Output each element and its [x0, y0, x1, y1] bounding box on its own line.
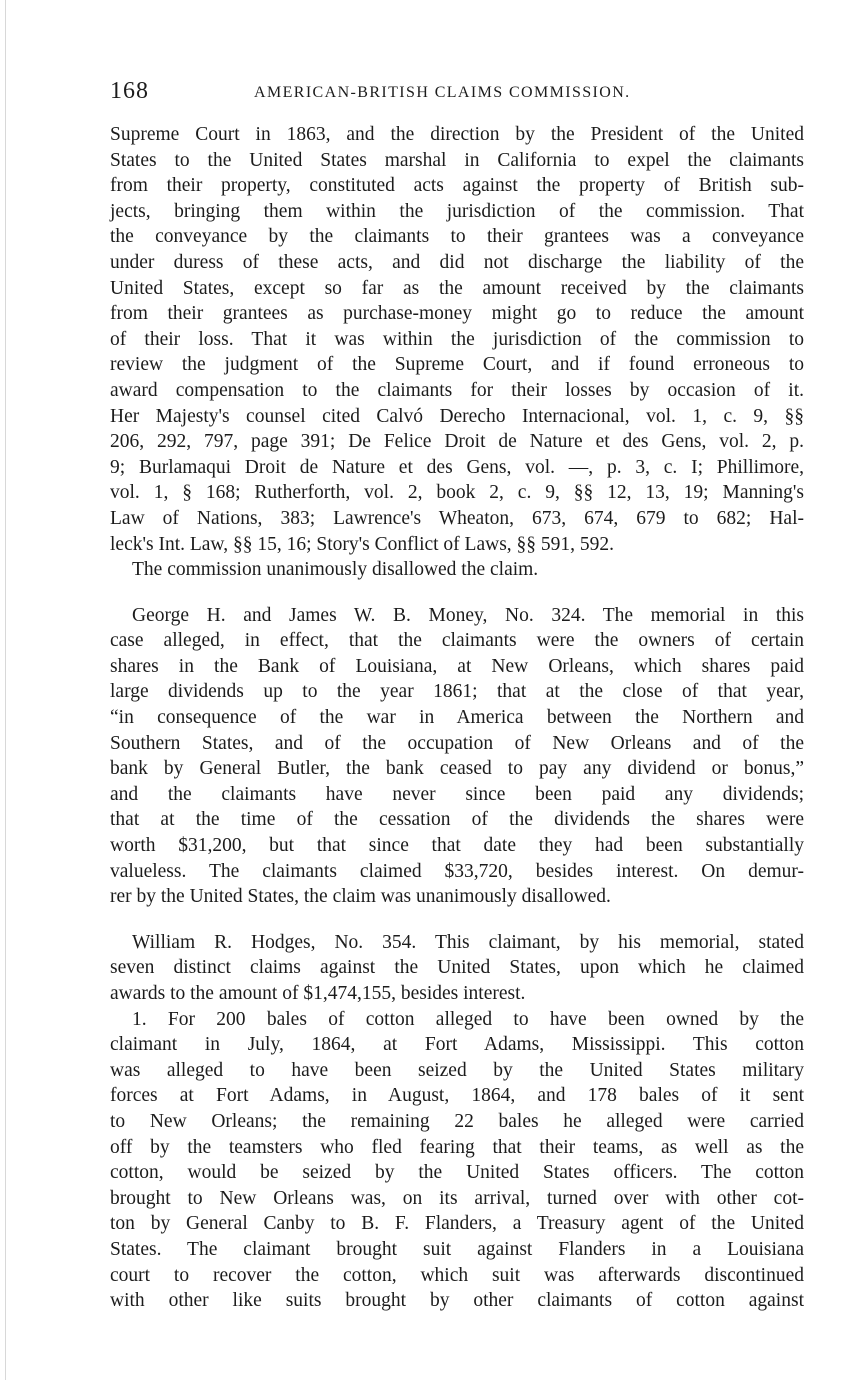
text-line: rer by the United States, the claim was unanimously disallowed.	[110, 886, 611, 908]
text-line: Law of Nations, 383; Lawrence's Wheaton, 673, 674, 679 to 682; Hal-	[110, 507, 804, 529]
text-line: seven distinct claims against the United States, upon which he claimed	[110, 957, 804, 979]
text-line: 9; Burlamaqui Droit de Nature et des Gens, vol. —, p. 3, c. I; Phillimore,	[110, 456, 804, 478]
text-line: brought to New Orleans was, on its arrival, turned over with other cot-	[110, 1187, 804, 1209]
text-line: Her Majesty's counsel cited Calvó Derecho Internacional, vol. 1, c. 9, §§	[110, 405, 804, 427]
text-line: 1. For 200 bales of cotton alleged to have been owned by the	[132, 1008, 804, 1030]
text-line: from their property, constituted acts against the property of British sub-	[110, 175, 804, 197]
text-line: bank by General Butler, the bank ceased to pay any dividend or bonus,”	[110, 758, 804, 780]
text-line: worth $31,200, but that since that date they had been substantially	[110, 835, 804, 857]
text-line: valueless. The claimants claimed $33,720, besides interest. On demur-	[110, 860, 804, 882]
paragraph-money-case	[110, 603, 804, 910]
text-line: under duress of these acts, and did not discharge the liability of the	[110, 251, 804, 273]
text-line: Southern States, and of the occupation of New Orleans and of the	[110, 732, 804, 754]
text-line: “in consequence of the war in America between the Northern and	[110, 707, 804, 729]
text-line: and the claimants have never since been paid any dividends;	[110, 783, 804, 805]
page-number: 168	[110, 78, 149, 104]
running-head	[110, 78, 730, 108]
text-line: from their grantees as purchase-money might go to reduce the amount	[110, 303, 804, 325]
text-line: with other like suits brought by other claimants of cotton against	[110, 1290, 804, 1312]
text-line: Supreme Court in 1863, and the direction by the President of the United	[110, 124, 804, 145]
paragraph-hodges-case	[110, 930, 804, 1007]
text-line: review the judgment of the Supreme Court, and if found erroneous to	[110, 354, 804, 376]
paragraph-continuation	[110, 122, 804, 557]
text-line: large dividends up to the year 1861; that at the close of that year,	[110, 681, 804, 703]
text-line: States. The claimant brought suit against Flanders in a Louisiana	[110, 1238, 804, 1260]
text-line: United States, except so far as the amount received by the claimants	[110, 277, 804, 299]
text-line: States to the United States marshal in California to expel the claimants	[110, 149, 804, 171]
text-line: award compensation to the claimants for their losses by occasion of it.	[110, 379, 804, 401]
text-line: case alleged, in effect, that the claimants were the owners of certain	[110, 630, 804, 652]
text-line: off by the teamsters who fled fearing that their teams, as well as the	[110, 1136, 804, 1158]
paragraph-claim-1	[110, 1007, 804, 1314]
text-line: claimant in July, 1864, at Fort Adams, Mississippi. This cotton	[110, 1034, 804, 1056]
text-line: of their loss. That it was within the jurisdiction of the commission to	[110, 328, 804, 350]
text-line: cotton, would be seized by the United States officers. The cotton	[110, 1162, 804, 1184]
running-title: AMERICAN-BRITISH CLAIMS COMMISSION.	[254, 84, 631, 101]
text-line: vol. 1, § 168; Rutherforth, vol. 2, book 2, c. 9, §§ 12, 13, 19; Manning's	[110, 482, 804, 504]
text-line: the conveyance by the claimants to their grantees was a conveyance	[110, 226, 804, 248]
paragraph-ruling	[110, 557, 804, 583]
text-line: court to recover the cotton, which suit was afterwards discontinued	[110, 1264, 804, 1286]
text-line: George H. and James W. B. Money, No. 324. The memorial in this	[132, 604, 804, 626]
text-line: leck's Int. Law, §§ 15, 16; Story's Conflict of Laws, §§ 591, 592.	[110, 533, 615, 555]
text-line: to New Orleans; the remaining 22 bales he alleged were carried	[110, 1110, 804, 1132]
text-line: awards to the amount of $1,474,155, besides interest.	[110, 983, 526, 1004]
text-line: forces at Fort Adams, in August, 1864, and 178 bales of it sent	[110, 1085, 804, 1107]
text-line: William R. Hodges, No. 354. This claimant, by his memorial, stated	[132, 931, 804, 953]
text-line: was alleged to have been seized by the United States military	[110, 1059, 804, 1081]
text-line: ton by General Canby to B. F. Flanders, a Treasury agent of the United	[110, 1213, 804, 1235]
text-line: that at the time of the cessation of the dividends the shares were	[110, 809, 804, 831]
page-edge-rule	[5, 0, 6, 1380]
text-line: jects, bringing them within the jurisdiction of the commission. That	[110, 200, 804, 222]
body-text	[110, 122, 804, 1314]
text-line: shares in the Bank of Louisiana, at New Orleans, which shares paid	[110, 655, 804, 677]
text-line: The commission unanimously disallowed the claim.	[132, 559, 539, 581]
text-line: 206, 292, 797, page 391; De Felice Droit de Nature et des Gens, vol. 2, p.	[110, 431, 804, 453]
